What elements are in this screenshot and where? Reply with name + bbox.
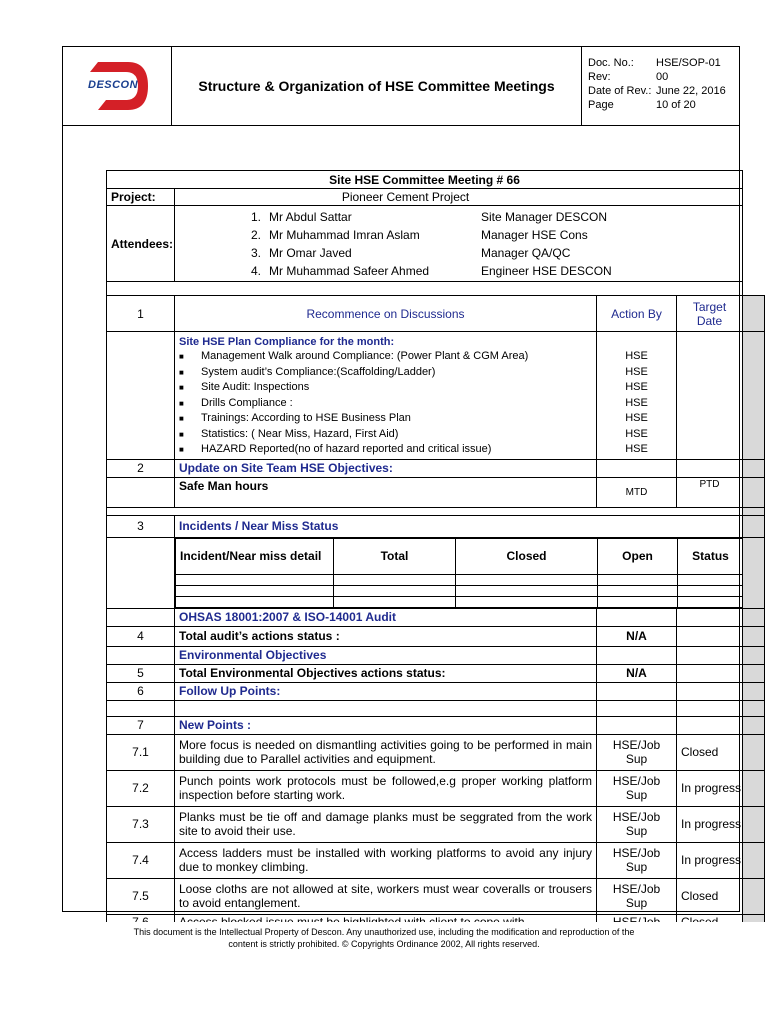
- point-action: HSE/Job Sup: [597, 734, 677, 770]
- safe-man-hours-label: Safe Man hours: [175, 477, 597, 507]
- logo-cell: [62, 46, 172, 125]
- meta-value: June 22, 2016: [656, 85, 726, 97]
- table-row: [107, 296, 765, 332]
- point-num: 7.1: [107, 734, 175, 770]
- bullet-icon: ■: [179, 414, 184, 423]
- plan-item-text: HAZARD Reported(no of hazard reported and critical issue): [201, 443, 492, 455]
- table-row: [107, 459, 765, 477]
- table-row: [107, 206, 765, 282]
- bullet-icon: ■: [179, 445, 184, 454]
- section-heading: Environmental Objectives: [175, 646, 597, 664]
- action-value: HSE: [625, 381, 648, 393]
- table-row: [107, 878, 765, 914]
- action-value: HSE: [625, 412, 648, 424]
- plan-item-text: Site Audit: Inspections: [201, 381, 310, 393]
- table-row: [107, 189, 765, 206]
- point-num: 7.2: [107, 770, 175, 806]
- attendee: [245, 226, 738, 244]
- meta-value: 00: [656, 71, 669, 83]
- attendee-num: 2.: [250, 227, 261, 242]
- plan-compliance: [175, 332, 597, 460]
- point-status: In progress: [677, 842, 743, 878]
- footer-line: This document is the Intellectual Property of Descon. Any unauthorized use, including the modification and reproduction of the: [133, 927, 635, 937]
- logo-text: DESCON: [88, 79, 139, 91]
- audit-status-value: N/A: [597, 626, 677, 646]
- section-num: 7: [107, 716, 175, 734]
- document-meta: [582, 46, 740, 125]
- attendee-role: Site Manager DESCON: [481, 209, 608, 224]
- incident-table-cell: [175, 537, 743, 608]
- plan-item-text: Trainings: According to HSE Business Plan: [201, 412, 411, 424]
- target-date-header: Target Date: [677, 296, 743, 332]
- action-value: HSE: [625, 427, 648, 440]
- footer: [0, 926, 768, 950]
- section-heading: Follow Up Points:: [175, 682, 597, 700]
- action-by-header: Action By: [597, 296, 677, 332]
- point-text: Loose cloths are not allowed at site, workers must wear coveralls or trousers to avoid entanglement.: [175, 878, 597, 914]
- attendee: [245, 262, 738, 280]
- table-row: [107, 682, 765, 700]
- table-row: [107, 664, 765, 682]
- point-text: More focus is needed on dismantling activities going to be performed in main building due to Parallel activities and equipment.: [175, 734, 597, 770]
- attendee-num: 4.: [250, 263, 261, 278]
- bullet-icon: ■: [179, 429, 184, 439]
- ptd-label: PTD: [677, 477, 743, 507]
- section-num: 6: [107, 682, 175, 700]
- title-cell: [172, 46, 582, 125]
- list-item: [179, 427, 592, 443]
- table-row: [107, 716, 765, 734]
- table-row: [176, 585, 744, 596]
- plan-actions: [597, 332, 677, 460]
- table-row: [107, 770, 765, 806]
- point-status: In progress: [677, 806, 743, 842]
- table-row: [107, 515, 765, 537]
- meta-row: [588, 84, 740, 98]
- footer-line: content is strictly prohibited. © Copyrights Ordinance 2002, All rights reserved.: [228, 939, 540, 949]
- section-num: 3: [107, 515, 175, 537]
- point-status: In progress: [677, 770, 743, 806]
- attendee-num: 3.: [250, 245, 261, 260]
- point-action: HSE/Job Sup: [597, 842, 677, 878]
- section-num: 4: [107, 626, 175, 646]
- attendee: [245, 244, 738, 262]
- section-heading: Incidents / Near Miss Status: [175, 515, 743, 537]
- plan-item-text: Management Walk around Compliance: (Power Plant & CGM Area): [201, 350, 529, 362]
- meta-row: [588, 98, 740, 112]
- point-num: 7.3: [107, 806, 175, 842]
- incident-table: [175, 538, 744, 608]
- attendee-name: Mr Muhammad Imran Aslam: [269, 227, 420, 242]
- mtd-label: MTD: [597, 477, 677, 507]
- plan-item-text: Drills Compliance :: [201, 396, 293, 409]
- point-action: HSE/Job Sup: [597, 806, 677, 842]
- col-incident: Incident/Near miss detail: [176, 538, 334, 574]
- table-row: [107, 734, 765, 770]
- point-num: 7.4: [107, 842, 175, 878]
- col-status: Status: [678, 538, 744, 574]
- table-row: [176, 538, 744, 574]
- list-item: [179, 365, 592, 381]
- section-num: 2: [107, 459, 175, 477]
- attendee: [245, 208, 738, 226]
- list-item: [179, 380, 592, 396]
- attendees-list: [175, 206, 743, 282]
- action-value: HSE: [625, 350, 648, 362]
- section-heading: Recommence on Discussions: [175, 296, 597, 332]
- project-label: Project:: [107, 189, 175, 206]
- table-row: [107, 842, 765, 878]
- audit-status-label: Total audit’s actions status :: [175, 626, 597, 646]
- point-text: Access ladders must be installed with working platforms to avoid any injury due to monkey climbing.: [175, 842, 597, 878]
- bullet-icon: ■: [179, 383, 184, 392]
- env-status-label: Total Environmental Objectives actions status:: [175, 664, 597, 682]
- table-row: [176, 574, 744, 585]
- env-status-value: N/A: [597, 664, 677, 682]
- meta-row: [588, 56, 740, 70]
- point-num: 7.5: [107, 878, 175, 914]
- table-row: [107, 626, 765, 646]
- attendee-num: 1.: [250, 209, 261, 224]
- attendee-role: Manager HSE Cons: [481, 227, 588, 242]
- bullet-icon: ■: [179, 398, 184, 408]
- list-item: [179, 442, 592, 458]
- meta-label: Date of Rev.:: [588, 85, 652, 97]
- section-num: 1: [107, 296, 175, 332]
- meta-label: Rev:: [588, 71, 611, 83]
- point-action: HSE/Job Sup: [597, 878, 677, 914]
- section-heading: OHSAS 18001:2007 & ISO-14001 Audit: [175, 608, 597, 626]
- attendees-label: Attendees:: [107, 206, 175, 282]
- point-status: Closed: [677, 878, 743, 914]
- section-heading: Update on Site Team HSE Objectives:: [175, 459, 597, 477]
- list-item: [179, 349, 592, 365]
- plan-item-text: System audit’s Compliance:(Scaffolding/Ladder): [201, 365, 436, 378]
- attendee-name: Mr Abdul Sattar: [269, 209, 352, 224]
- table-row: [107, 608, 765, 626]
- table-row: [107, 806, 765, 842]
- attendee-name: Mr Muhammad Safeer Ahmed: [269, 263, 430, 278]
- project-value: Pioneer Cement Project: [175, 189, 743, 206]
- action-value: HSE: [625, 365, 648, 378]
- plan-title: Site HSE Plan Compliance for the month:: [179, 336, 395, 348]
- bullet-icon: ■: [179, 367, 184, 377]
- section-heading: New Points :: [175, 716, 597, 734]
- attendee-name: Mr Omar Javed: [269, 245, 352, 260]
- point-action: HSE/Job Sup: [597, 770, 677, 806]
- point-status: Closed: [677, 734, 743, 770]
- point-text: Planks must be tie off and damage planks must be seggrated from the work site to avoid their use.: [175, 806, 597, 842]
- table-row: [176, 596, 744, 607]
- document-header: [62, 46, 740, 126]
- col-closed: Closed: [456, 538, 598, 574]
- meta-row: [588, 70, 740, 84]
- list-item: [179, 396, 592, 412]
- document-title: Structure & Organization of HSE Committee Meetings: [198, 77, 555, 94]
- action-value: HSE: [625, 396, 648, 409]
- action-value: HSE: [625, 443, 648, 455]
- table-row: [107, 332, 765, 460]
- bullet-icon: ■: [179, 352, 184, 361]
- col-total: Total: [334, 538, 456, 574]
- attendee-role: Engineer HSE DESCON: [481, 263, 612, 278]
- col-open: Open: [598, 538, 678, 574]
- meta-value: HSE/SOP-01: [656, 57, 721, 69]
- meeting-title: Site HSE Committee Meeting # 66: [107, 171, 743, 189]
- table-row: [107, 477, 765, 507]
- plan-item-text: Statistics: ( Near Miss, Hazard, First Aid): [201, 427, 399, 440]
- meta-value: 10 of 20: [656, 99, 696, 111]
- point-text: Punch points work protocols must be followed,e.g proper working platform inspection before starting work.: [175, 770, 597, 806]
- meeting-table: [106, 170, 765, 930]
- attendee-role: Manager QA/QC: [481, 245, 571, 260]
- meta-label: Page: [588, 99, 614, 111]
- table-row: [107, 171, 765, 189]
- meta-label: Doc. No.:: [588, 57, 634, 69]
- list-item: [179, 411, 592, 427]
- table-row: [107, 646, 765, 664]
- table-row: [107, 537, 765, 608]
- section-num: 5: [107, 664, 175, 682]
